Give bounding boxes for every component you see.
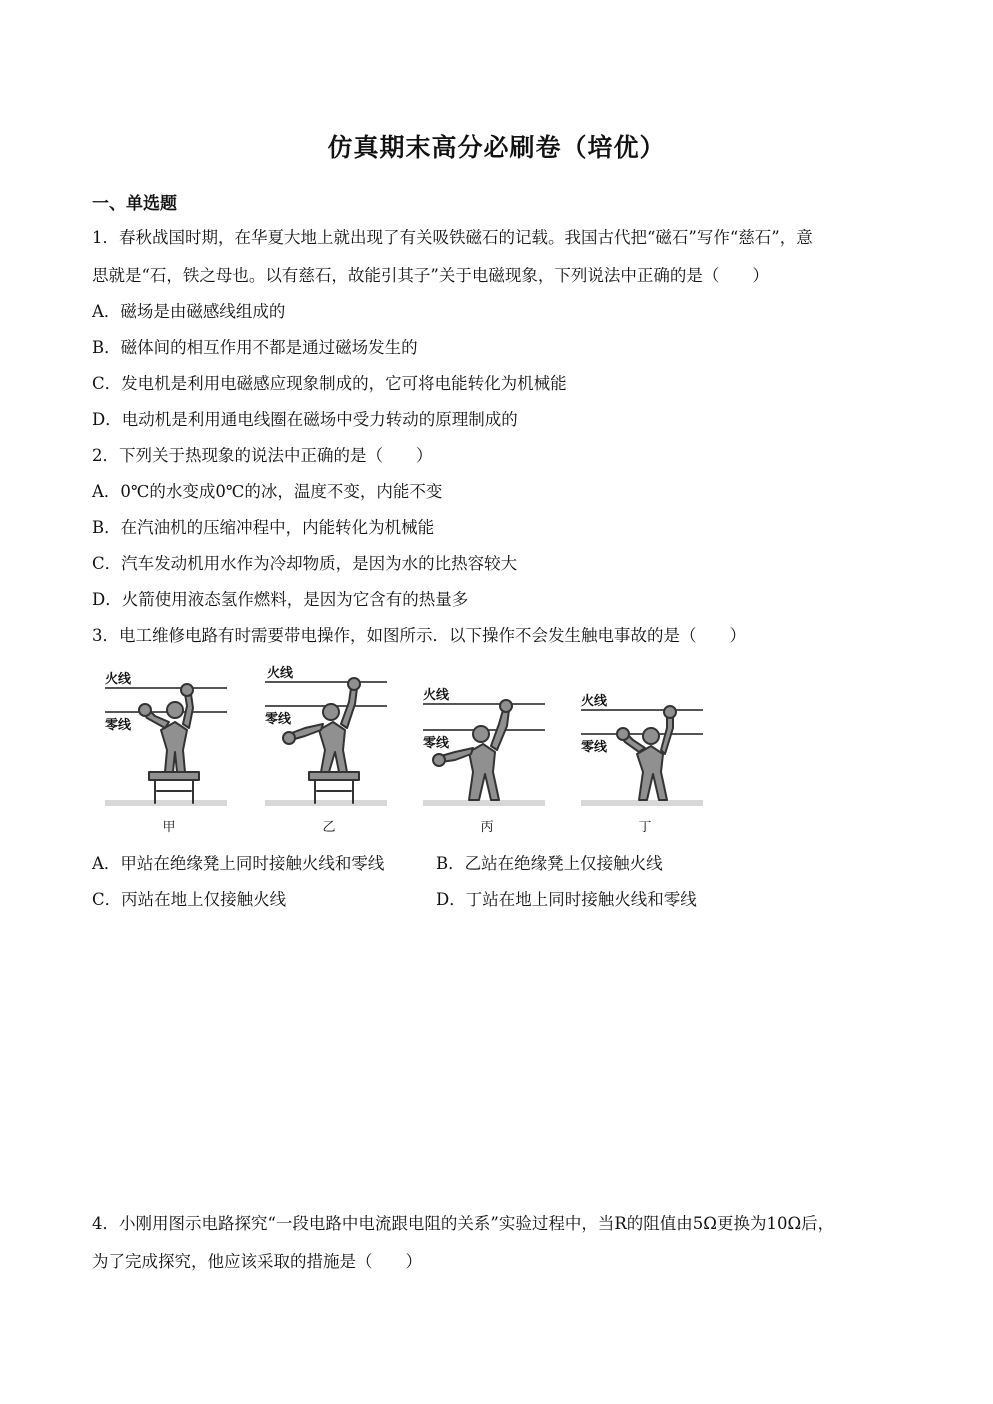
question-3-stem: 3．电工维修电路有时需要带电操作，如图所示．以下操作不会发生触电事故的是（ ）: [92, 626, 746, 645]
question-4-line-2: 为了完成探究，他应该采取的措施是（ ）: [92, 1252, 422, 1271]
neutral-wire-label-jia: 零线: [105, 718, 132, 733]
panel-caption-jia: 甲: [162, 820, 176, 835]
figure-panel-bing: [423, 660, 551, 840]
neutral-wire-label-ding: 零线: [581, 740, 608, 755]
question-3-option-c: C．丙站在地上仅接触火线: [92, 890, 287, 909]
live-wire-label-bing: 火线: [423, 688, 450, 703]
question-2-option-c: C．汽车发动机用水作为冷却物质，是因为水的比热容较大: [92, 554, 518, 573]
question-2-option-d: D．火箭使用液态氢作燃料，是因为它含有的热量多: [92, 590, 469, 609]
question-3-option-a: A．甲站在绝缘凳上同时接触火线和零线: [92, 854, 385, 873]
panel-caption-bing: 丙: [480, 820, 494, 835]
page-title: 仿真期末高分必刷卷（培优）: [327, 133, 666, 162]
question-1-option-b: B．磁体间的相互作用不都是通过磁场发生的: [92, 338, 418, 357]
question-1-line-1: 1．春秋战国时期，在华夏大地上就出现了有关吸铁磁石的记载。我国古代把“磁石”写作“慈石”，意: [92, 228, 813, 247]
question-2-option-b: B．在汽油机的压缩冲程中，内能转化为机械能: [92, 518, 435, 537]
panel-caption-yi: 乙: [322, 820, 336, 835]
figure-panel-jia: [105, 660, 233, 840]
question-1-line-2: 思就是“石，铁之母也。以有慈石，故能引其子”关于电磁现象，下列说法中正确的是（ ）: [92, 266, 769, 285]
electrician-figure: [105, 660, 715, 840]
neutral-wire-label-yi: 零线: [265, 712, 292, 727]
neutral-wire-label-bing: 零线: [423, 736, 450, 751]
live-wire-label-ding: 火线: [581, 694, 608, 709]
figure-panel-ding: [581, 660, 709, 840]
live-wire-label-jia: 火线: [105, 672, 132, 687]
question-2-option-a: A．0℃的水变成0℃的冰，温度不变，内能不变: [92, 482, 443, 501]
electrician-on-stool-live-wire-illustration: [265, 660, 393, 816]
figure-panel-yi: [265, 660, 393, 840]
question-1-option-a: A．磁场是由磁感线组成的: [92, 302, 286, 321]
panel-caption-ding: 丁: [638, 820, 652, 835]
question-1-option-d: D．电动机是利用通电线圈在磁场中受力转动的原理制成的: [92, 410, 518, 429]
live-wire-label-yi: 火线: [267, 666, 294, 681]
question-3-option-d: D．丁站在地上同时接触火线和零线: [436, 890, 697, 909]
question-1-option-c: C．发电机是利用电磁感应现象制成的，它可将电能转化为机械能: [92, 374, 567, 393]
question-2-stem: 2．下列关于热现象的说法中正确的是（ ）: [92, 446, 433, 465]
section-heading: 一、单选题: [92, 194, 177, 214]
question-3-option-b: B．乙站在绝缘凳上仅接触火线: [436, 854, 663, 873]
question-4-line-1: 4．小刚用图示电路探究“一段电路中电流跟电阻的关系”实验过程中，当R的阻值由5Ω更换为10Ω后，: [92, 1214, 835, 1233]
